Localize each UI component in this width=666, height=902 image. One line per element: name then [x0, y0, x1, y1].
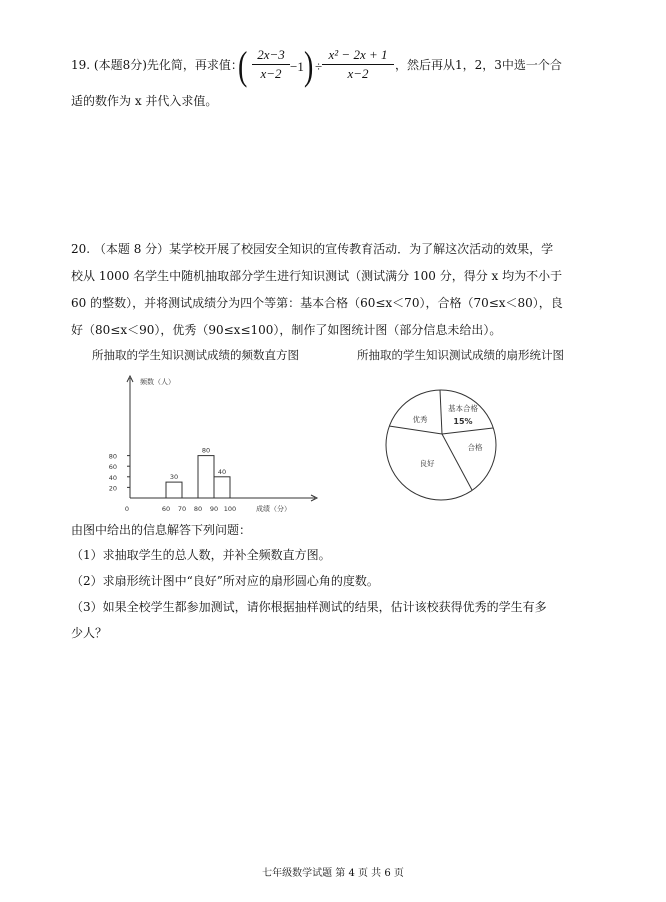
- q19-tail: ，然后再从1，2，3中选一个合: [395, 58, 562, 72]
- x-tick-label: 70: [177, 505, 187, 513]
- histogram-caption: 所抽取的学生知识测试成绩的频数直方图: [92, 348, 299, 362]
- y-tick-label: 60: [108, 463, 117, 472]
- pie-slice-label: 基本合格: [448, 404, 478, 413]
- y-axis-title: 频数（人）: [140, 378, 175, 386]
- q20-intro: 由图中给出的信息解答下列问题：: [71, 523, 252, 537]
- pie-slice-label: 优秀: [412, 415, 428, 424]
- q20-line1: 20. （本题 8 分）某学校开展了校园安全知识的宣传教育活动．为了解这次活动的效果，学: [71, 242, 554, 256]
- q20-sub3b: 少人？: [71, 626, 108, 640]
- divide-sign: ÷: [315, 59, 323, 74]
- pie-slice-label: 良好: [419, 459, 435, 468]
- x-axis-title: 成绩（分）: [256, 505, 291, 513]
- fraction-1-numerator: 2x−3: [257, 47, 285, 62]
- page-footer: 七年级数学试题 第 4 页 共 6 页: [262, 868, 404, 879]
- right-paren: ): [303, 43, 314, 88]
- frequency-histogram: [110, 372, 330, 512]
- histogram-bar: [214, 477, 230, 498]
- q19-line1: [71, 56, 243, 74]
- x-tick-label: 80: [193, 505, 203, 513]
- q20-line4: 好（80≤x＜90），优秀（90≤x≤100），制作了如图统计图（部分信息未给出）。: [71, 323, 502, 337]
- q20-line3: 60 的整数），并将测试成绩分为四个等第：基本合格（60≤x＜70），合格（70≤x＜80），良: [71, 296, 563, 310]
- fraction-2: [322, 47, 394, 82]
- y-tick-label: 20: [108, 484, 117, 493]
- y-tick-label: 40: [108, 473, 117, 482]
- pie-chart: [382, 386, 500, 504]
- x-tick-label: 100: [223, 505, 237, 513]
- q19-lead: (本题8分)先化简，再求值：: [93, 58, 243, 72]
- pie-slice-percent: 15%: [453, 417, 473, 426]
- bar-label: 80: [201, 446, 211, 455]
- pie-slice-label: 合格: [467, 443, 483, 452]
- x-tick-label: 60: [161, 505, 171, 513]
- q20-sub2: （2）求扇形统计图中“良好”所对应的扇形圆心角的度数。: [71, 574, 379, 588]
- q19-line2: 适的数作为 x 并代入求值。: [71, 94, 218, 108]
- histogram-bar: [198, 456, 214, 498]
- fraction-1-denominator: x−2: [260, 66, 282, 81]
- fraction-2-denominator: x−2: [347, 66, 369, 81]
- q20-sub1: （1）求抽取学生的总人数，并补全频数直方图。: [71, 548, 331, 562]
- q20-line2: 校从 1000 名学生中随机抽取部分学生进行知识测试（测试满分 100 分，得分 x 均为不小于: [71, 269, 563, 283]
- fraction-2-numerator: x² − 2x + 1: [328, 47, 388, 62]
- bar-label: 40: [217, 467, 227, 476]
- y-tick-label: 80: [108, 452, 117, 461]
- histogram-bar: [166, 482, 182, 498]
- pie-caption: 所抽取的学生知识测试成绩的扇形统计图: [357, 348, 564, 362]
- q19-number: 19.: [71, 58, 91, 72]
- x-tick-label: 90: [209, 505, 219, 513]
- fraction-1: [252, 47, 290, 82]
- x-tick-label: 0: [124, 505, 130, 513]
- minus-one: −1: [290, 59, 304, 74]
- q20-sub3a: （3）如果全校学生都参加测试，请你根据抽样测试的结果，估计该校获得优秀的学生有多: [71, 600, 547, 614]
- bar-label: 30: [169, 473, 179, 482]
- left-paren: (: [237, 43, 248, 88]
